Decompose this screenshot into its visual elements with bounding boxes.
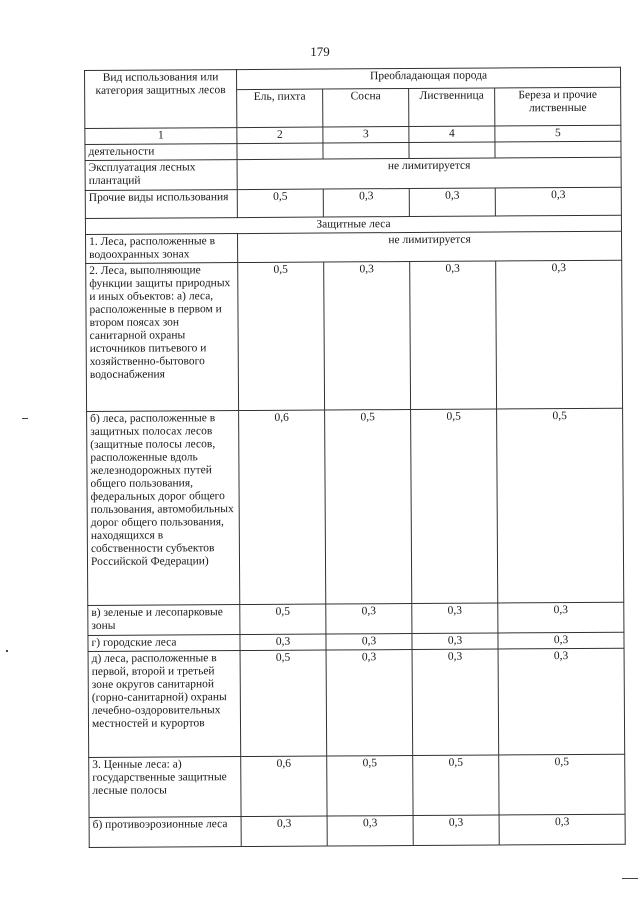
section-title: Защитные леса bbox=[85, 215, 621, 234]
value-cell: 0,6 bbox=[239, 410, 326, 605]
value-cell: 0,3 bbox=[412, 633, 498, 650]
table-row bbox=[89, 814, 625, 847]
value-cell: 0,5 bbox=[240, 604, 326, 635]
header-dominant-species: Преобладающая порода bbox=[237, 67, 621, 89]
value-cell: 0,3 bbox=[326, 604, 412, 635]
header-species-larch: Лиственница bbox=[409, 88, 495, 127]
header-species-pine: Сосна bbox=[323, 89, 409, 128]
value-cell bbox=[323, 143, 409, 160]
value-cell: 0,3 bbox=[326, 650, 413, 757]
value-cell: 0,3 bbox=[495, 187, 621, 216]
column-number: 2 bbox=[237, 127, 323, 144]
table-row bbox=[86, 260, 623, 411]
column-number: 3 bbox=[323, 127, 409, 144]
value-cell: 0,3 bbox=[241, 816, 327, 847]
row-label: б) противоэрозионные леса bbox=[89, 817, 241, 848]
value-cell: 0,3 bbox=[412, 649, 499, 756]
row-label: г) городские леса bbox=[88, 635, 240, 652]
value-cell: 0,5 bbox=[411, 409, 498, 604]
value-cell: 0,3 bbox=[327, 816, 413, 847]
scan-mark bbox=[6, 650, 8, 652]
value-cell: 0,3 bbox=[326, 634, 412, 651]
value-cell: 0,5 bbox=[327, 756, 413, 817]
value-cell: 0,5 bbox=[238, 262, 325, 411]
value-cell: 0,3 bbox=[498, 602, 624, 633]
page-number: 179 bbox=[310, 44, 330, 59]
value-cell: 0,3 bbox=[410, 261, 497, 410]
scan-mark bbox=[22, 418, 28, 419]
span-value: не лимитируется bbox=[237, 157, 621, 189]
row-label: деятельности bbox=[85, 144, 237, 161]
value-cell: 0,3 bbox=[498, 648, 625, 755]
header-use-type: Вид использования или категория защитных лесов bbox=[85, 70, 237, 129]
table-row bbox=[85, 157, 621, 190]
value-cell bbox=[409, 142, 495, 159]
row-label: 3. Ценные леса: а) государственные защитные лесные полосы bbox=[89, 757, 241, 818]
value-cell: 0,3 bbox=[496, 260, 623, 409]
value-cell: 0,3 bbox=[323, 189, 409, 218]
value-cell: 0,6 bbox=[241, 756, 327, 817]
value-cell: 0,5 bbox=[499, 754, 625, 815]
row-label: д) леса, расположенные в первой, второй и третьей зоне округов санитарной (горно-санитарной) охраны лечебно-оздоровительных местностей и курортов bbox=[88, 651, 241, 758]
column-number: 5 bbox=[495, 125, 621, 142]
value-cell: 0,5 bbox=[413, 755, 499, 816]
row-label: Прочие виды использования bbox=[85, 190, 237, 219]
value-cell: 0,3 bbox=[324, 262, 411, 411]
value-cell: 0,3 bbox=[499, 814, 625, 845]
header-species-birch: Береза и прочие лиственные bbox=[495, 87, 621, 126]
forest-use-table bbox=[84, 67, 626, 848]
scan-mark bbox=[622, 878, 638, 879]
value-cell: 0,3 bbox=[412, 603, 498, 634]
row-label: б) леса, расположенные в защитных полосах лесов (защитные полосы лесов, расположенные вдоль железнодорожных путей общего пользования, федеральных дорог общего пользования, автомобильных дорог общего пользования, находящихся в собственности субъектов Российской Федерации) bbox=[87, 411, 240, 606]
header-species-spruce: Ель, пихта bbox=[237, 89, 323, 128]
value-cell: 0,3 bbox=[413, 815, 499, 846]
value-cell: 0,5 bbox=[325, 410, 412, 605]
row-label: в) зеленые и лесопарковые зоны bbox=[88, 605, 240, 636]
table-row bbox=[89, 754, 625, 817]
table-row bbox=[85, 187, 621, 218]
value-cell: 0,5 bbox=[497, 408, 624, 603]
table-row bbox=[86, 231, 622, 263]
value-cell: 0,5 bbox=[237, 189, 323, 218]
value-cell: 0,3 bbox=[240, 634, 326, 651]
row-label: 1. Леса, расположенные в водоохранных зонах bbox=[86, 234, 238, 264]
value-cell bbox=[495, 141, 621, 158]
column-number: 1 bbox=[85, 128, 237, 145]
span-value: не лимитируется bbox=[238, 231, 622, 262]
value-cell: 0,3 bbox=[409, 188, 495, 217]
table-row bbox=[87, 408, 624, 605]
value-cell bbox=[237, 143, 323, 160]
value-cell: 0,3 bbox=[498, 632, 624, 649]
value-cell: 0,5 bbox=[240, 650, 327, 757]
column-number: 4 bbox=[409, 126, 495, 143]
table-row bbox=[88, 648, 625, 757]
row-label: Эксплуатация лесных плантаций bbox=[85, 160, 237, 191]
row-label: 2. Леса, выполняющие функции защиты природных и иных объектов: а) леса, расположенные в первом и втором поясах зон санитарной охраны источников питьевого и хозяйственно-бытового водоснабжения bbox=[86, 263, 239, 412]
table-row bbox=[88, 602, 624, 635]
